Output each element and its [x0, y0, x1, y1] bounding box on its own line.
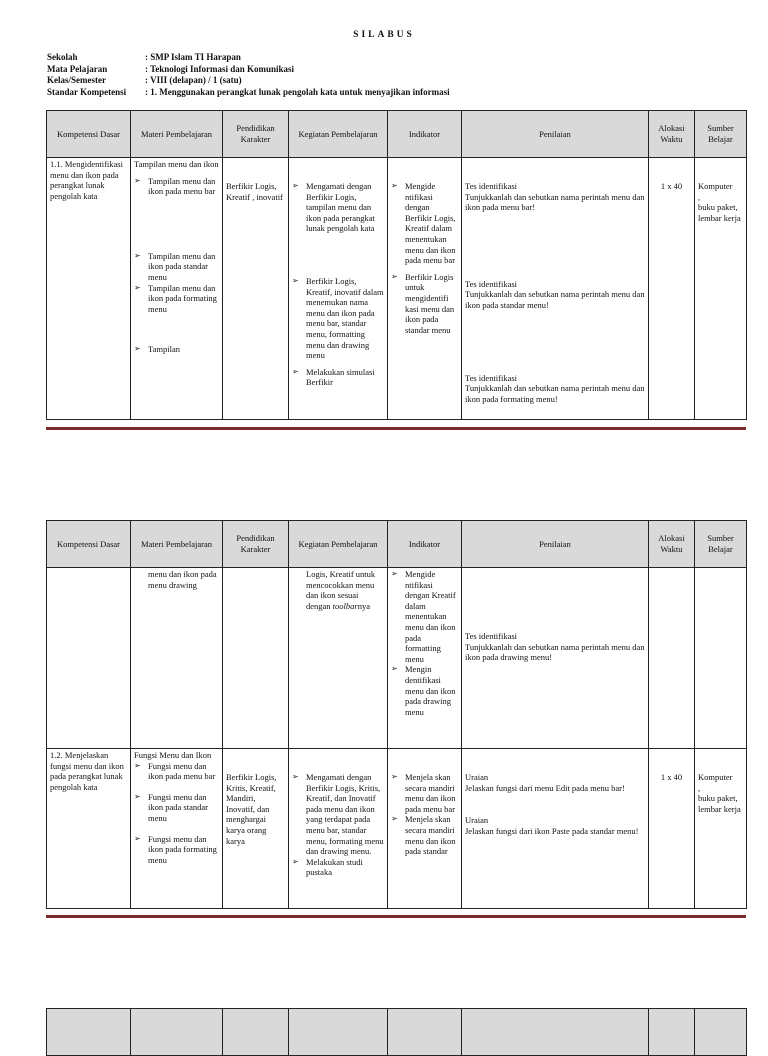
cell-kd	[47, 568, 131, 749]
header-materi: Materi Pembelajaran	[131, 521, 223, 568]
indikator-item: Berfikir Logis untuk mengidentifi kasi menu dan ikon pada standar menu	[405, 271, 455, 335]
table-row	[47, 568, 747, 749]
info-label: Sekolah	[47, 52, 78, 62]
materi-item: Fungsi menu dan ikon pada menu bar	[148, 760, 216, 782]
info-row-mapel	[47, 64, 450, 76]
syllabus-table-page-2	[46, 520, 747, 909]
list-item	[391, 272, 458, 336]
materi-item: Tampilan menu dan ikon pada standar menu	[148, 250, 216, 282]
alokasi-text: 1 x 40	[660, 772, 683, 782]
kegiatan-cont-italic: toolbar	[332, 600, 358, 611]
list-item	[292, 772, 384, 857]
header-penilaian: Penilaian	[462, 521, 649, 568]
materi-item: Tampilan	[148, 344, 180, 355]
list-item	[391, 814, 458, 856]
header-indikator: Indikator	[388, 521, 462, 568]
header-sumber: Sumber Belajar	[695, 521, 747, 568]
penilaian-type: Tes identifikasi	[465, 181, 518, 191]
cell-alokasi	[649, 158, 695, 420]
bullet-arrow-icon: ➢	[391, 181, 398, 190]
cell-kd	[47, 749, 131, 909]
cell-kegiatan	[289, 749, 388, 909]
info-value: : 1. Menggunakan perangkat lunak pengolah kata untuk menyajikan informasi	[145, 86, 450, 97]
penilaian-type: Tes identifikasi	[465, 631, 518, 641]
info-row-sekolah	[47, 52, 450, 64]
list-item	[292, 367, 384, 388]
header-karakter: Pendidikan Karakter	[223, 521, 289, 568]
indikator-item: Menjela skan secara mandiri menu dan ikon pada standar	[405, 814, 456, 857]
list-item	[292, 276, 384, 361]
list-item	[292, 181, 384, 234]
info-value: : SMP Islam TI Harapan	[145, 52, 241, 62]
list-item	[391, 772, 458, 814]
bullet-arrow-icon: ➢	[134, 282, 141, 292]
cell-indikator	[388, 568, 462, 749]
penilaian-item	[465, 181, 645, 213]
penilaian-item	[465, 631, 645, 663]
cell-alokasi	[649, 568, 695, 749]
info-value: : Teknologi Informasi dan Komunikasi	[145, 63, 295, 74]
bullet-arrow-icon: ➢	[391, 814, 398, 824]
info-label: Mata Pelajaran	[47, 63, 108, 74]
penilaian-type: Uraian	[465, 815, 489, 826]
list-item	[134, 344, 219, 355]
cell-materi	[131, 749, 223, 909]
penilaian-type: Uraian	[465, 772, 489, 782]
penilaian-item	[465, 373, 645, 405]
bullet-arrow-icon: ➢	[134, 791, 141, 801]
karakter-text: Berfikir Logis, Kreatif , inovatif	[226, 181, 283, 202]
list-item	[134, 251, 219, 283]
info-label: Kelas/Semester	[47, 75, 106, 85]
list-item	[134, 834, 219, 866]
header-indikator	[388, 1009, 462, 1056]
cell-materi	[131, 158, 223, 420]
header-kompetensi: Kompetensi Dasar	[47, 521, 131, 568]
kegiatan-item: Melakukan studi pustaka	[306, 856, 363, 878]
cell-kegiatan	[289, 568, 388, 749]
info-row-kelas	[47, 75, 450, 87]
header-kegiatan	[289, 1009, 388, 1056]
kd-text: 1.2. Menjelaskan fungsi menu dan ikon pada perangkat lunak pengolah kata	[50, 750, 124, 792]
cell-karakter	[223, 158, 289, 420]
cell-karakter	[223, 568, 289, 749]
table-row	[47, 158, 747, 420]
penilaian-text: Jelaskan fungsi dari menu Edit pada menu bar!	[465, 782, 625, 793]
cell-sumber	[695, 749, 747, 909]
header-kompetensi	[47, 1009, 131, 1056]
kegiatan-item: Mengamati dengan Berfikir Logis, Kritis, Kreatif, dan Inovatif pada menu dan ikon yang terdapat pada menu bar, standar menu, formating menu dan drawing menu.	[306, 772, 384, 857]
kegiatan-cont	[292, 569, 384, 611]
sumber-line: Komputer	[698, 772, 733, 782]
cell-penilaian	[462, 749, 649, 909]
header-kompetensi: Kompetensi Dasar	[47, 111, 131, 158]
info-label: Standar Kompetensi	[47, 86, 127, 97]
header-penilaian	[462, 1009, 649, 1056]
penilaian-item	[465, 772, 645, 793]
penilaian-text: Tunjukkanlah dan sebutkan nama perintah menu dan ikon pada drawing menu!	[465, 641, 645, 663]
bullet-arrow-icon: ➢	[134, 833, 141, 843]
cell-penilaian	[462, 568, 649, 749]
cell-sumber	[695, 158, 747, 420]
bullet-arrow-icon: ➢	[292, 366, 299, 376]
kegiatan-item: Melakukan simulasi Berfikir	[306, 366, 375, 388]
sumber-line: Komputer	[698, 181, 733, 191]
materi-intro: Fungsi Menu dan Ikon	[134, 750, 212, 760]
header-kegiatan: Kegiatan Pembelajaran	[289, 111, 388, 158]
penilaian-text: Tunjukkanlah dan sebutkan nama perintah menu dan ikon pada formating menu!	[465, 383, 645, 404]
cell-materi	[131, 568, 223, 749]
kegiatan-item: Berfikir Logis, Kreatif, inovatif dalam menemukan nama menu dan ikon pada menu bar, standar menu, formatting menu dan drawing menu	[306, 275, 384, 361]
cell-indikator	[388, 749, 462, 909]
syllabus-table-page-1	[46, 110, 747, 420]
header-alokasi: Alokasi Waktu	[649, 111, 695, 158]
table-header-row	[47, 111, 747, 158]
header-info	[47, 52, 450, 98]
materi-intro: Tampilan menu dan ikon	[134, 159, 219, 169]
indikator-item: Mengin dentifikasi menu dan ikon pada drawing menu	[405, 664, 456, 717]
penilaian-item	[465, 815, 645, 836]
header-sumber	[695, 1009, 747, 1056]
materi-item: Tampilan menu dan ikon pada menu bar	[148, 175, 216, 197]
syllabus-table-page-3	[46, 1008, 747, 1056]
cell-penilaian	[462, 158, 649, 420]
header-karakter	[223, 1009, 289, 1056]
cell-indikator	[388, 158, 462, 420]
penilaian-text: Tunjukkanlah dan sebutkan nama perintah menu dan ikon pada menu bar!	[465, 191, 645, 213]
list-item	[391, 569, 458, 664]
header-karakter: Pendidikan Karakter	[223, 111, 289, 158]
indikator-item: Mengide ntifikasi dengan Berfikir Logis, Kreatif dalam menentukan menu dan ikon pada menu bar	[405, 181, 456, 266]
page-divider	[46, 427, 746, 430]
karakter-text: Berfikir Logis, Kritis, Kreatif, Mandiri, Inovatif, dan menghargai karya orang karya	[226, 772, 277, 846]
sumber-line: buku paket, lembar kerja	[698, 202, 741, 223]
bullet-arrow-icon: ➢	[134, 175, 141, 185]
bullet-arrow-icon: ➢	[292, 181, 299, 190]
bullet-arrow-icon: ➢	[391, 271, 398, 281]
bullet-arrow-icon: ➢	[292, 275, 299, 285]
bullet-arrow-icon: ➢	[134, 760, 141, 770]
bullet-arrow-icon: ➢	[391, 772, 398, 781]
table-header-row	[47, 521, 747, 568]
header-kegiatan: Kegiatan Pembelajaran	[289, 521, 388, 568]
header-alokasi: Alokasi Waktu	[649, 521, 695, 568]
cell-kegiatan	[289, 158, 388, 420]
bullet-arrow-icon: ➢	[391, 664, 398, 674]
indikator-item: Menjela skan secara mandiri menu dan ikon pada menu bar	[405, 772, 456, 814]
header-sumber: Sumber Belajar	[695, 111, 747, 158]
header-alokasi	[649, 1009, 695, 1056]
sumber-line: buku paket, lembar kerja	[698, 793, 741, 814]
header-penilaian: Penilaian	[462, 111, 649, 158]
document-title: SILABUS	[353, 30, 415, 40]
list-item	[391, 664, 458, 717]
bullet-arrow-icon: ➢	[292, 772, 299, 781]
bullet-arrow-icon: ➢	[134, 344, 141, 354]
sumber-line: ,	[698, 191, 701, 202]
header-materi	[131, 1009, 223, 1056]
materi-item: Tampilan menu dan ikon pada formating menu	[148, 282, 217, 314]
kd-text: 1.1. Mengidentifikasi menu dan ikon pada perangkat lunak pengolah kata	[50, 159, 123, 201]
header-materi: Materi Pembelajaran	[131, 111, 223, 158]
cell-alokasi	[649, 749, 695, 909]
materi-cont: menu dan ikon pada menu drawing	[148, 569, 217, 590]
materi-item: Fungsi menu dan ikon pada formating menu	[148, 833, 217, 865]
cell-sumber	[695, 568, 747, 749]
table-row	[47, 749, 747, 909]
kegiatan-cont-suffix: nya	[357, 600, 370, 611]
alokasi-text: 1 x 40	[660, 181, 683, 191]
cell-karakter	[223, 749, 289, 909]
bullet-arrow-icon: ➢	[391, 569, 398, 578]
penilaian-text: Tunjukkanlah dan sebutkan nama perintah menu dan ikon pada standar menu!	[465, 289, 645, 310]
bullet-arrow-icon: ➢	[292, 856, 299, 866]
penilaian-text: Jelaskan fungsi dari ikon Paste pada standar menu!	[465, 825, 639, 836]
list-item	[292, 857, 384, 878]
penilaian-item	[465, 279, 645, 311]
info-row-sk	[47, 87, 450, 99]
list-item	[134, 176, 219, 197]
kegiatan-cont-text: Logis, Kreatif untuk mencocokkan menu dan ikon sesuai dengan	[306, 569, 376, 611]
bullet-arrow-icon: ➢	[134, 250, 141, 260]
list-item	[134, 283, 219, 315]
penilaian-type: Tes identifikasi	[465, 278, 518, 289]
header-indikator: Indikator	[388, 111, 462, 158]
kegiatan-item: Mengamati dengan Berfikir Logis, tampilan menu dan ikon pada perangkat lunak pengolah kata	[306, 181, 375, 234]
penilaian-type: Tes identifikasi	[465, 372, 518, 383]
list-item	[134, 761, 219, 782]
list-item	[134, 792, 219, 824]
table-header-row	[47, 1009, 747, 1056]
cell-kd	[47, 158, 131, 420]
page-divider	[46, 915, 746, 918]
materi-item: Fungsi menu dan ikon pada standar menu	[148, 791, 208, 823]
indikator-item: Mengide ntifikasi dengan Kreatif dalam menentukan menu dan ikon pada formatting menu	[405, 569, 456, 664]
info-value: : VIII (delapan) / 1 (satu)	[145, 75, 242, 85]
list-item	[391, 181, 458, 266]
sumber-line: ,	[698, 782, 701, 793]
